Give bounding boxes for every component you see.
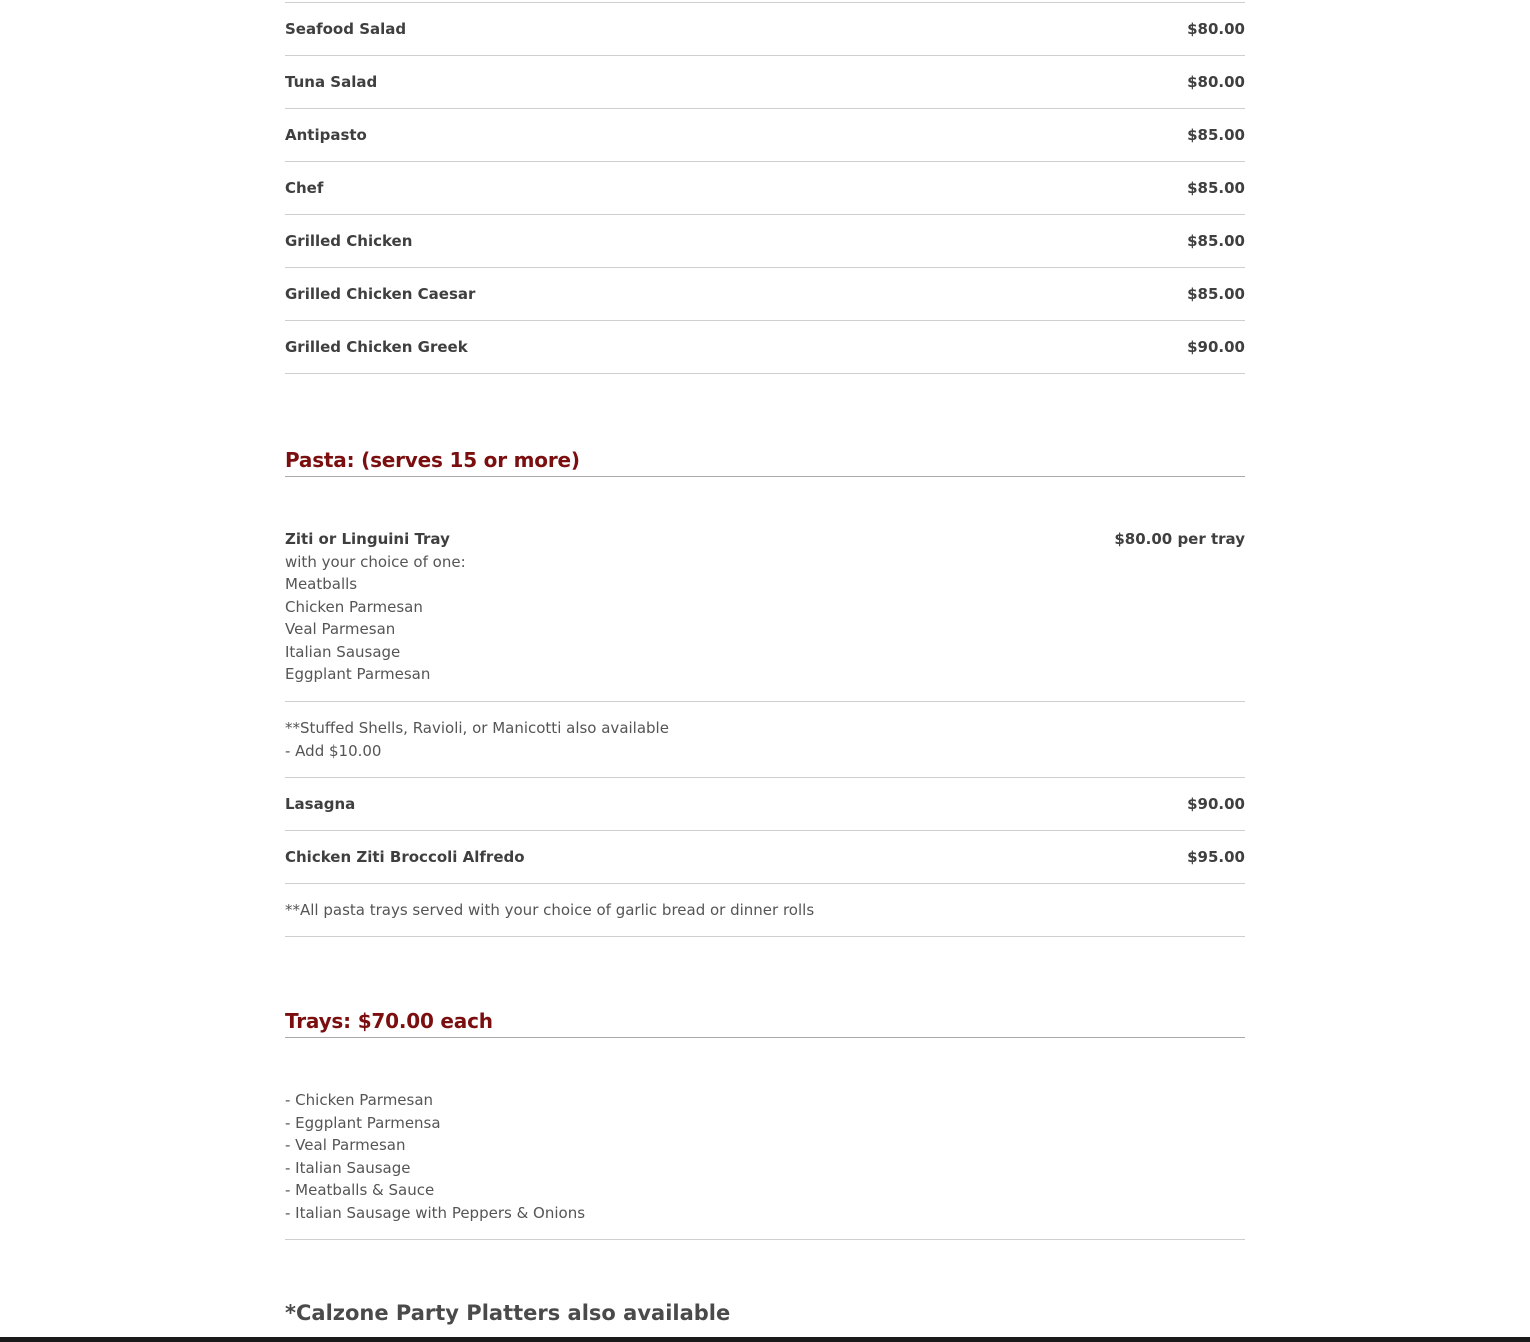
ziti-detail-line: with your choice of one: xyxy=(285,552,466,571)
item-price: $85.00 xyxy=(1187,179,1245,197)
item-name: Lasagna xyxy=(285,795,356,813)
item-name: Grilled Chicken xyxy=(285,232,413,250)
pasta-footer-note xyxy=(285,884,1245,937)
ziti-tray-item xyxy=(285,528,1245,702)
item-name: Seafood Salad xyxy=(285,20,407,38)
item-price: $85.00 xyxy=(1187,126,1245,144)
note-line: - Add $10.00 xyxy=(285,741,382,760)
ziti-detail-line: Italian Sausage xyxy=(285,642,401,661)
ziti-detail-line: Chicken Parmesan xyxy=(285,597,423,616)
list-item: - Meatballs & Sauce xyxy=(285,1181,435,1199)
calzone-heading: *Calzone Party Platters also available xyxy=(285,1301,731,1325)
item-price: $80.00 xyxy=(1187,20,1245,38)
pasta-section-title: Pasta: (serves 15 or more) xyxy=(285,448,1245,477)
menu-row xyxy=(285,3,1245,56)
item-name: Antipasto xyxy=(285,126,367,144)
ziti-detail-line: Veal Parmesan xyxy=(285,620,396,638)
list-item: - Chicken Parmesan xyxy=(285,1091,434,1109)
ziti-header xyxy=(285,528,1245,551)
item-name: Ziti or Linguini Tray xyxy=(285,530,450,548)
item-price: $85.00 xyxy=(1187,285,1245,303)
trays-section-title: Trays: $70.00 each xyxy=(285,1009,1245,1038)
item-name: Grilled Chicken Greek xyxy=(285,338,468,356)
trays-section-header xyxy=(285,1009,1245,1038)
item-price: $90.00 xyxy=(1187,795,1245,813)
item-name: Chef xyxy=(285,179,324,197)
trays-list xyxy=(285,1089,1245,1240)
list-item: - Italian Sausage xyxy=(285,1158,411,1177)
item-name: Chicken Ziti Broccoli Alfredo xyxy=(285,848,525,866)
ziti-detail-line: Eggplant Parmesan xyxy=(285,665,431,683)
list-item: - Veal Parmesan xyxy=(285,1136,406,1154)
menu-row xyxy=(285,268,1245,321)
stuffed-shells-note xyxy=(285,702,1245,778)
pasta-item-list xyxy=(285,778,1245,937)
note-text: **All pasta trays served with your choice of garlic bread or dinner rolls xyxy=(285,901,815,919)
item-price: $95.00 xyxy=(1187,848,1245,866)
ziti-detail-line: Meatballs xyxy=(285,575,358,593)
menu-content xyxy=(285,0,1245,1325)
item-name: Tuna Salad xyxy=(285,73,378,91)
menu-row xyxy=(285,778,1245,831)
menu-row xyxy=(285,831,1245,884)
item-price: $90.00 xyxy=(1187,338,1245,356)
menu-row xyxy=(285,109,1245,162)
item-price: $80.00 xyxy=(1187,73,1245,91)
list-item: - Eggplant Parmensa xyxy=(285,1113,441,1132)
menu-row xyxy=(285,56,1245,109)
menu-row xyxy=(285,215,1245,268)
item-name: Grilled Chicken Caesar xyxy=(285,285,476,303)
list-item: - Italian Sausage with Peppers & Onions xyxy=(285,1203,586,1222)
item-price: $80.00 per tray xyxy=(1114,530,1245,548)
item-price: $85.00 xyxy=(1187,232,1245,250)
menu-row xyxy=(285,321,1245,374)
note-line: **Stuffed Shells, Ravioli, or Manicotti also available xyxy=(285,719,669,737)
menu-row xyxy=(285,162,1245,215)
pasta-section-header xyxy=(285,448,1245,477)
salad-list xyxy=(285,3,1245,374)
bottom-bar xyxy=(0,1337,1530,1342)
